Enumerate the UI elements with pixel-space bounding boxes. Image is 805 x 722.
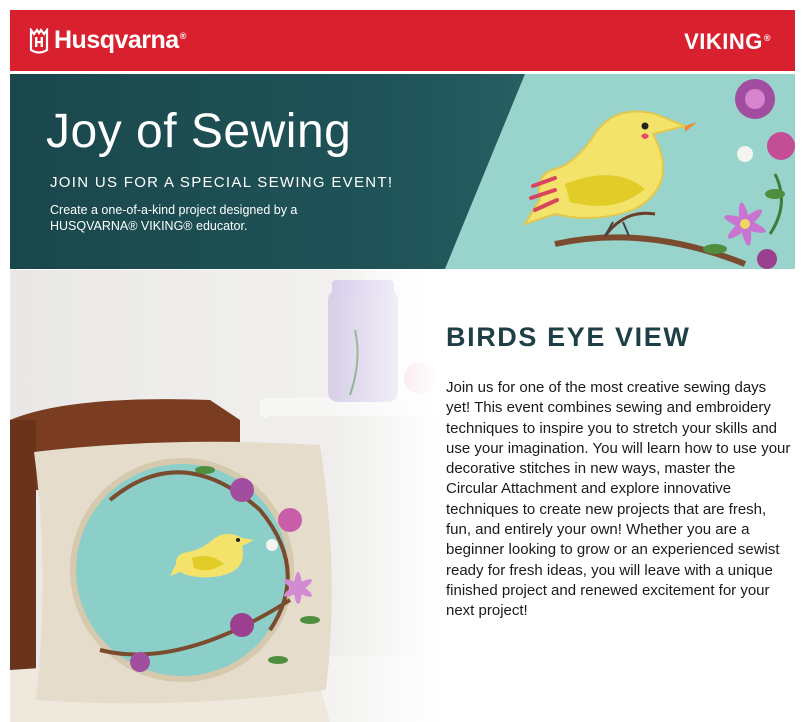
section-body: Join us for one of the most creative sewing days yet! This event combines sewing and embroidery techniques to inspire you to stretch your skills and use your imagination. You will learn how to use your decorative stitches in new ways, master the Circular Attachment and explore innovative techniques to create new projects that are fresh, fun, and entirely your own! Whether you are a beginner looking to grow or an experienced sewist ready for fresh ideas, you will leave with a unique finished project and renewed excitement for your next project! (446, 379, 791, 620)
hero-subtitle: JOIN US FOR A SPECIAL SEWING EVENT! (50, 174, 394, 191)
husqvarna-crown-logo-icon (28, 28, 50, 54)
section-title: BIRDS EYE VIEW (446, 322, 691, 352)
hero-banner (10, 74, 795, 269)
hero-bird-embroidery-image (445, 74, 795, 269)
viking-wordmark[interactable]: VIKING® (684, 29, 771, 54)
brand-header (10, 10, 795, 71)
pillow-photo (10, 270, 440, 722)
hero-description: Create a one-of-a-kind project designed by a HUSQVARNA® VIKING® educator. (50, 203, 298, 233)
husqvarna-wordmark: Husqvarna® (54, 26, 186, 54)
hero-title: Joy of Sewing (46, 105, 352, 158)
husqvarna-logo[interactable] (28, 26, 186, 55)
